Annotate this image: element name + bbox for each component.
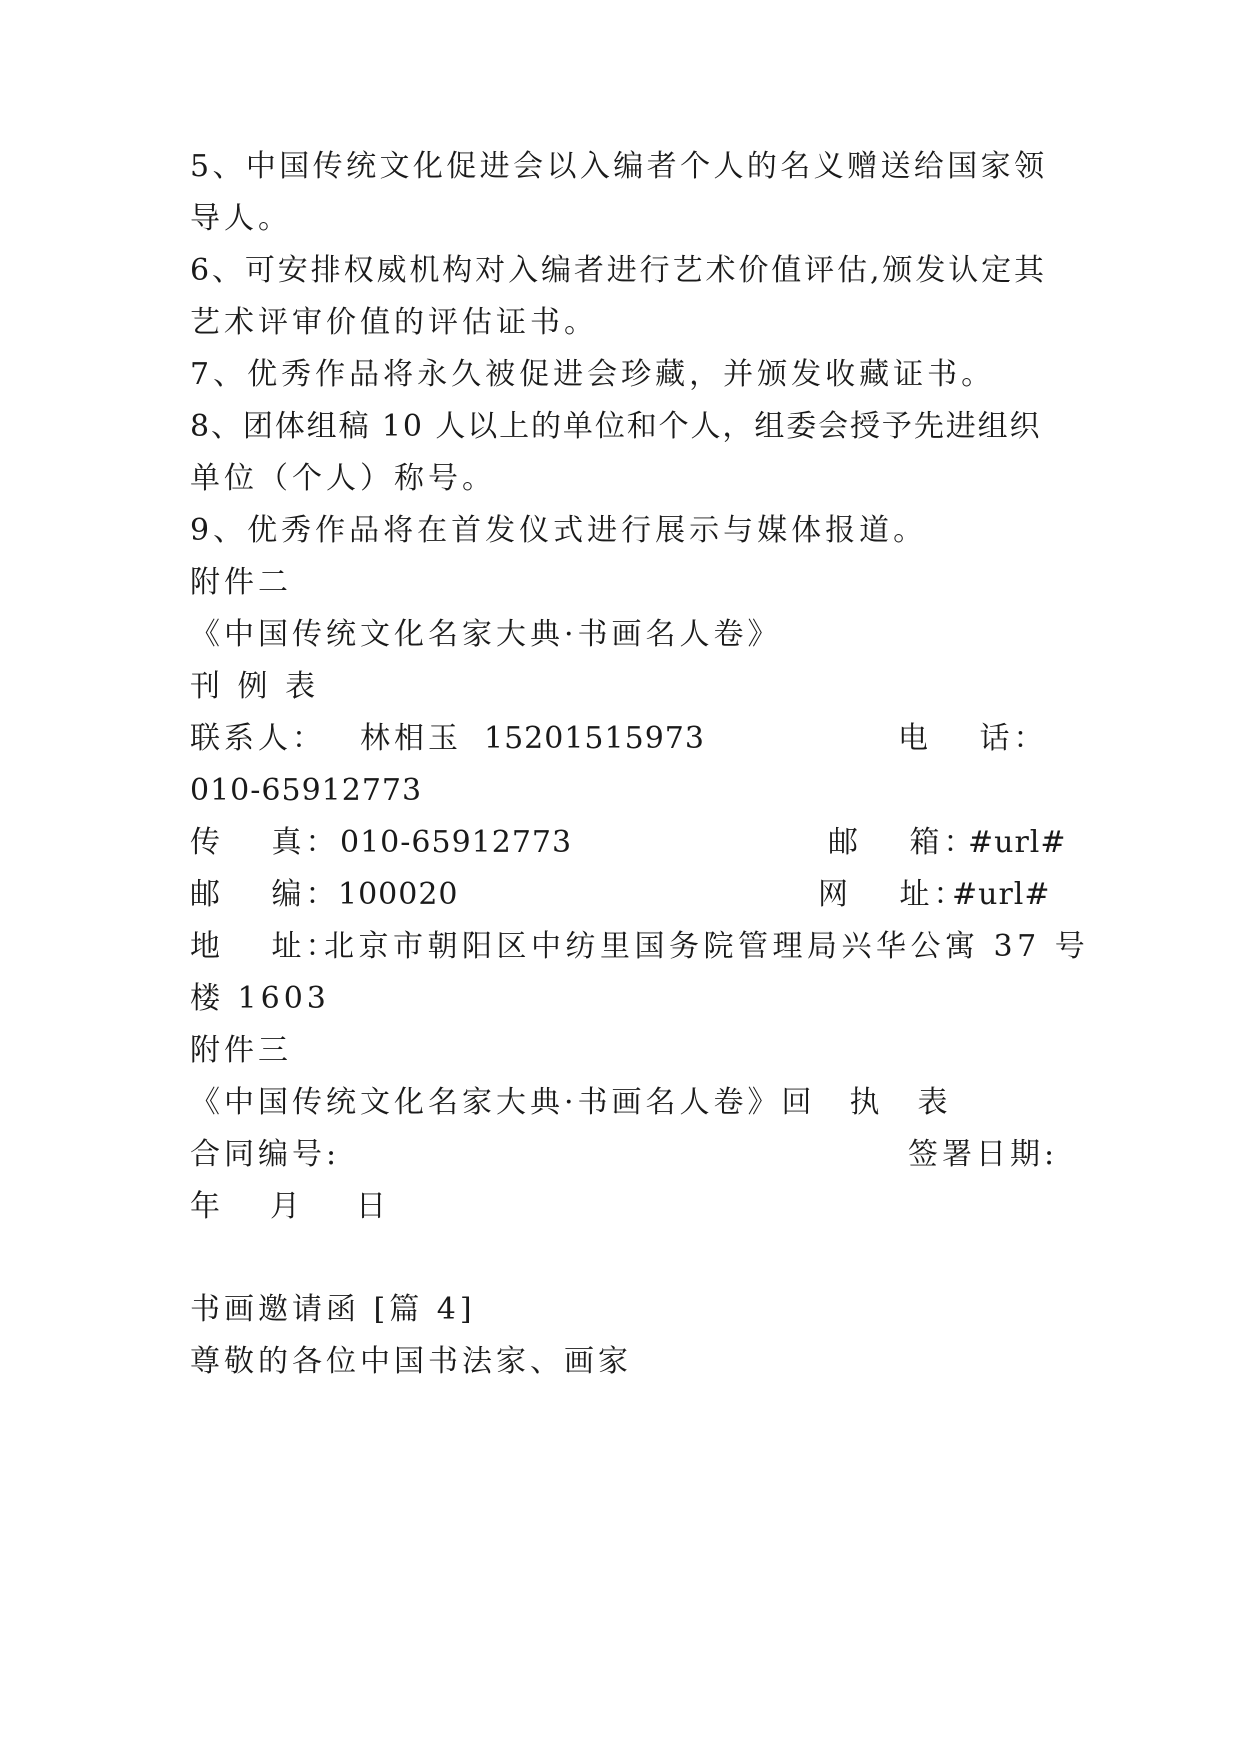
item-9: 9、优秀作品将在首发仪式进行展示与媒体报道。 [190,513,928,548]
item-6-text: 6、可安排权威机构对入编者进行艺术价值评估,颁发认定其 [190,253,1047,288]
fax-email-row [190,823,1067,863]
item-6-line-2: 艺术评审价值的评估证书。 [190,305,598,340]
contact-row [190,719,1050,759]
date-row [190,1187,1050,1227]
contract-row [190,1135,1059,1175]
item-5-line-1 [190,147,1050,187]
website-label: 网 址： [818,877,968,912]
website-value: #url# [952,877,1051,912]
email-label: 邮 箱： [828,825,978,860]
attachment-3-heading: 附件三 [190,1033,292,1068]
item-8-line-1 [190,407,1050,447]
item-5-text: 5、中国传统文化促进会以入编者个人的名义赠送给国家领 [190,149,1048,184]
postcode-website-row [190,875,1050,915]
phone-label: 电 话： [898,721,1048,756]
contact-name: 林相玉 [360,721,462,756]
postcode-label: 邮 编： [190,877,340,912]
attachment-2-heading: 附件二 [190,565,292,600]
address-line-2: 楼 1603 [190,981,330,1016]
date-month: 月 [270,1189,304,1224]
email-value: #url# [968,825,1067,860]
address-label: 地 址： [190,929,340,964]
item-5-line-2: 导人。 [190,201,292,236]
item-8-line-2: 单位（个人）称号。 [190,461,496,496]
section-title: 书画邀请函 [篇 4] [190,1292,476,1327]
item-6-line-1 [190,251,1050,291]
phone-value: 010-65912773 [190,773,423,808]
date-day: 日 [356,1189,390,1224]
receipt-title: 《中国传统文化名家大典·书画名人卷》回 执 表 [190,1085,952,1120]
sign-date-label: 签署日期: [908,1137,1059,1172]
fax-value: 010-65912773 [340,825,573,860]
contact-label: 联系人： [190,721,326,756]
section-salutation: 尊敬的各位中国书法家、画家 [190,1344,632,1379]
postcode-value: 100020 [338,877,459,912]
item-7: 7、优秀作品将永久被促进会珍藏，并颁发收藏证书。 [190,357,996,392]
attachment-2-book-title: 《中国传统文化名家大典·书画名人卷》 [190,617,782,652]
attachment-2-form-title: 刊 例 表 [190,669,320,704]
contact-mobile: 15201515973 [484,721,705,756]
item-8-text: 8、团体组稿 10 人以上的单位和个人，组委会授予先进组织 [190,409,1042,444]
contract-number-label: 合同编号: [190,1137,341,1172]
fax-label: 传 真： [190,825,340,860]
address-row [190,927,1090,967]
date-year: 年 [190,1189,224,1224]
address-line-1: 北京市朝阳区中纺里国务院管理局兴华公寓 37 号 [324,929,1090,964]
